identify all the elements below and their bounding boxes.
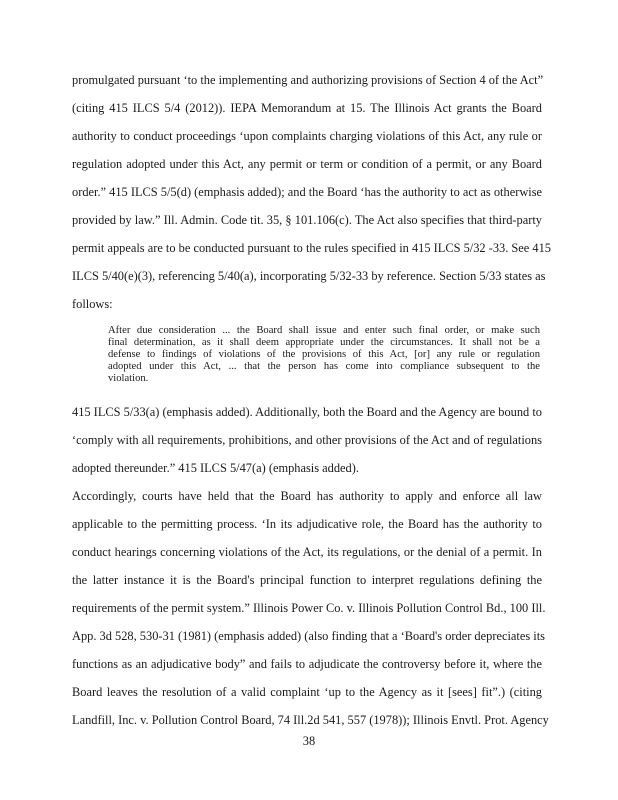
body-line: permit appeals are to be conducted pursuant to the rules specified in 415 ILCS 5/32 -33. See 415 (72, 241, 551, 255)
block-quote-line: defense to findings of violations of the provisions of this Act, [or] any rule or regulation (108, 349, 540, 360)
body-line: requirements of the permit system.” Illinois Power Co. v. Illinois Pollution Control Bd., 100 Ill. (72, 601, 546, 615)
block-quote-line: After due consideration ... the Board shall issue and enter such final order, or make such (108, 325, 540, 336)
body-line: adopted thereunder.” 415 ILCS 5/47(a) (emphasis added). (72, 461, 359, 475)
body-line: 415 ILCS 5/33(a) (emphasis added). Additionally, both the Board and the Agency are bound to (72, 405, 542, 419)
body-line: the latter instance it is the Board's principal function to interpret regulations defining the (72, 573, 542, 587)
body-line: provided by law.” Ill. Admin. Code tit. 35, § 101.106(c). The Act also specifies that third-party (72, 213, 542, 227)
body-line: Landfill, Inc. v. Pollution Control Board, 74 Ill.2d 541, 557 (1978)); Illinois Envtl. Prot. Agency (72, 713, 549, 727)
block-quote-line: final determination, as it shall deem appropriate under the circumstances. It shall not be a (108, 337, 540, 348)
body-line: Accordingly, courts have held that the Board has authority to apply and enforce all law (72, 489, 542, 503)
body-line: follows: (72, 297, 113, 311)
body-line: order.” 415 ILCS 5/5(d) (emphasis added); and the Board ‘has the authority to act as otherwise (72, 185, 543, 199)
body-line: regulation adopted under this Act, any permit or term or condition of a permit, or any Board (72, 157, 542, 171)
body-line: functions as an adjudicative body” and fails to adjudicate the controversy before it, where the (72, 657, 542, 671)
body-line: ‘comply with all requirements, prohibitions, and other provisions of the Act and of regulations (72, 433, 542, 447)
block-quote-line: adopted under this Act, ... that the person has come into compliance subsequent to the (108, 361, 540, 372)
body-line: ILCS 5/40(e)(3), referencing 5/40(a), incorporating 5/32-33 by reference. Section 5/33 states as (72, 269, 546, 283)
body-line: Board leaves the resolution of a valid complaint ‘up to the Agency as it [sees] fit”.) (citing (72, 685, 542, 699)
body-line: applicable to the permitting process. ‘In its adjudicative role, the Board has the authority to (72, 517, 542, 531)
page-number: 38 (302, 734, 316, 748)
body-line: (citing 415 ILCS 5/4 (2012)). IEPA Memorandum at 15. The Illinois Act grants the Board (72, 101, 542, 115)
body-line: promulgated pursuant ‘to the implementing and authorizing provisions of Section 4 of the Act” (72, 73, 544, 87)
block-quote-line: violation. (108, 373, 149, 384)
body-line: authority to conduct proceedings ‘upon complaints charging violations of this Act, any rule or (72, 129, 542, 143)
body-line: App. 3d 528, 530-31 (1981) (emphasis added) (also finding that a ‘Board's order depreciates its (72, 629, 545, 643)
body-line: conduct hearings concerning violations of the Act, its regulations, or the denial of a permit. In (72, 545, 542, 559)
